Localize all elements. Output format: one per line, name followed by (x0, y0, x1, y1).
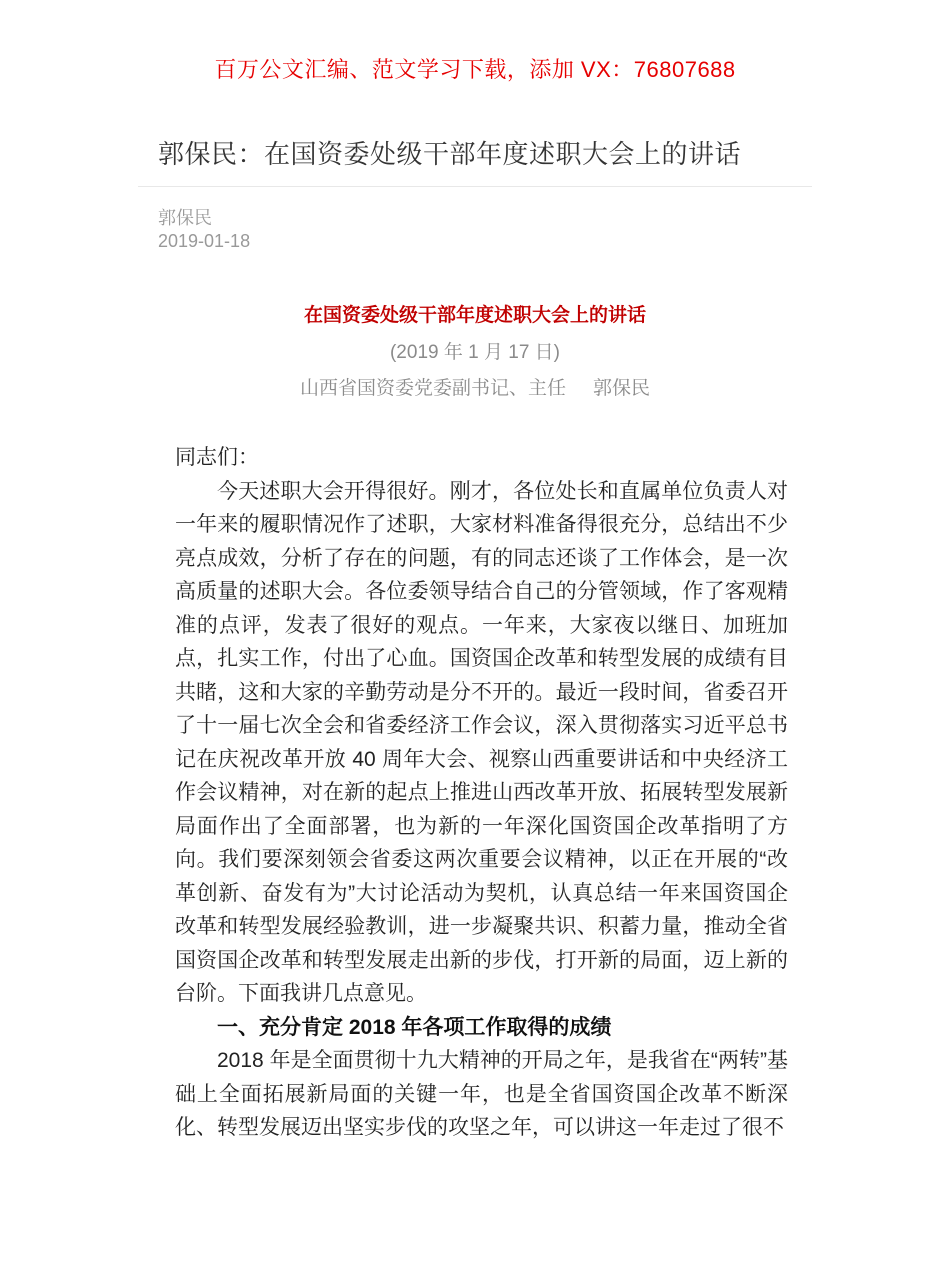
article-container (138, 137, 812, 1145)
document-body (138, 441, 812, 1145)
document-date: (2019 年 1 月 17 日) (389, 342, 561, 363)
document-title: 在国资委处级干部年度述职大会上的讲话 (303, 305, 646, 326)
paragraph: 2018 年是全面贯彻十九大精神的开局之年，是我省在“两转”基础上全面拓展新局面的关键一年，也是全省国资国企改革不断深化、转型发展迈出坚实步伐的攻坚之年，可以讲这一年走过了很不 (175, 1049, 788, 1139)
speaker-name: 郭保民 (593, 378, 651, 399)
article-meta (138, 207, 812, 253)
section-heading: 一、充分肯定 2018 年各项工作取得的成绩 (217, 1015, 612, 1039)
author-name: 郭保民 (158, 208, 212, 228)
paragraph-salutation: 同志们： (175, 446, 259, 469)
promo-banner: 百万公文汇编、范文学习下载，添加 VX：76807688 (214, 57, 736, 82)
paragraph: 今天述职大会开得很好。刚才，各位处长和直属单位负责人对一年来的履职情况作了述职，大家材料准备得很充分，总结出不少亮点成效，分析了存在的问题，有的同志还谈了工作体会，是一次高质量的述职大会。各位委领导结合自己的分管领域，作了客观精准的点评，发表了很好的观点。一年来，大家夜以继日、加班加点，扎实工作，付出了心血。国资国企改革和转型发展的成绩有目共睹，这和大家的辛勤劳动是分不开的。最近一段时间，省委召开了十一届七次全会和省委经济工作会议，深入贯彻落实习近平总书记在庆祝改革开放 40 周年大会、视察山西重要讲话和中央经济工作会议精神，对在新的起点上推进山西改革开放、拓展转型发展新局面作出了全面部署，也为新的一年深化国资国企改革指明了方向。我们要深刻领会省委这两次重要会议精神，以正在开展的“改革创新、奋发有为”大讨论活动为契机，认真总结一年来国资国企改革和转型发展经验教训，进一步凝聚共识、积蓄力量，推动全省国资国企改革和转型发展走出新的步伐，打开新的局面，迈上新的台阶。下面我讲几点意见。 (175, 479, 788, 1005)
page-title: 郭保民：在国资委处级干部年度述职大会上的讲话 (158, 139, 742, 169)
document-header (138, 303, 812, 401)
title-divider (138, 186, 812, 187)
document-attribution (138, 376, 812, 401)
speaker-role: 山西省国资委党委副书记、主任 (299, 378, 566, 399)
publish-date: 2019-01-18 (158, 231, 251, 251)
